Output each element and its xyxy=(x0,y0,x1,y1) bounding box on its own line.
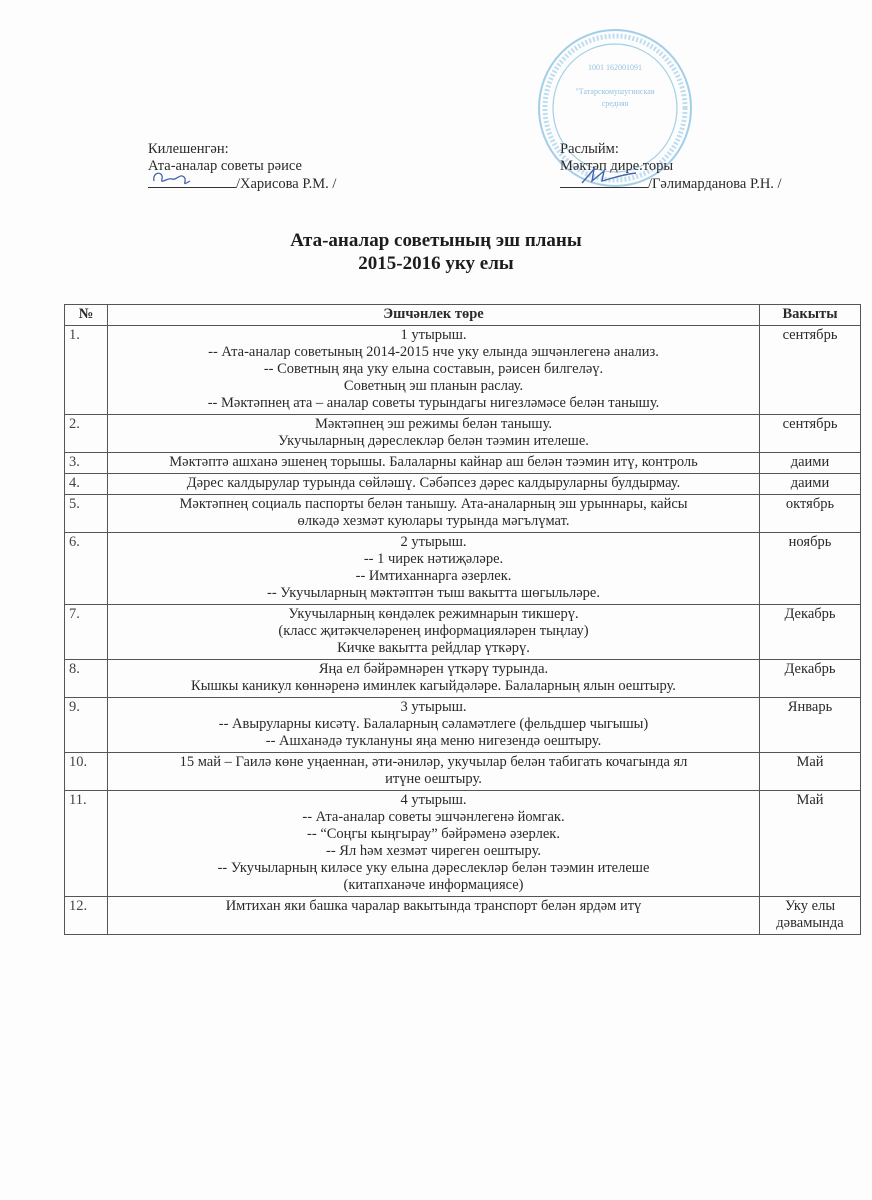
activity-line: -- 1 чирек нәтиҗәләре. xyxy=(363,551,504,567)
row-number: 3. xyxy=(65,453,108,474)
table-row xyxy=(65,605,861,660)
activity-line: Кичке вакытта рейдлар үткәрү. xyxy=(337,640,530,656)
header-time: Вакыты xyxy=(760,305,861,326)
row-number: 6. xyxy=(65,533,108,605)
signature-icon xyxy=(580,165,640,187)
plan-table xyxy=(64,304,861,935)
title-line-1: Ата-аналар советының эш планы xyxy=(290,230,582,251)
row-time: Декабрь xyxy=(760,660,861,698)
activity-line: -- Авыруларны кисәтү. Балаларның сәламәтлеге (фельдшер чыгышы) xyxy=(218,716,649,732)
row-activity xyxy=(108,474,760,495)
row-number: 9. xyxy=(65,698,108,753)
row-activity xyxy=(108,660,760,698)
header-activity: Эшчәнлек төре xyxy=(108,305,760,326)
activity-line: 3 утырыш. xyxy=(400,699,467,715)
activity-line: 1 утырыш. xyxy=(400,327,467,343)
row-number: 5. xyxy=(65,495,108,533)
activity-line: 4 утырыш. xyxy=(400,792,467,808)
activity-line: -- “Соңгы кыңгырау” бәйрәменә әзерлек. xyxy=(307,826,560,842)
activity-line: -- Укучыларның мәктәптән тыш вакытта шөгыльләре. xyxy=(267,585,600,601)
row-number: 8. xyxy=(65,660,108,698)
row-time: Уку елы дәвамында xyxy=(760,897,861,935)
activity-line: -- Имтиханнарга әзерлек. xyxy=(355,568,512,584)
document-title xyxy=(0,229,872,275)
row-number: 12. xyxy=(65,897,108,935)
signature-left xyxy=(148,175,236,188)
activity-line: -- Ата-аналар советы эшчәнлегенә йомгак. xyxy=(302,809,565,825)
signature-right xyxy=(560,175,648,188)
row-time: даими xyxy=(760,474,861,495)
row-time: Январь xyxy=(760,698,861,753)
row-activity xyxy=(108,495,760,533)
approved-left-role: Ата-аналар советы рәисе xyxy=(148,158,302,174)
row-number: 10. xyxy=(65,753,108,791)
activity-line: -- Укучыларның киләсе уку елына дәреслекләр белән тәэмин ителеше xyxy=(217,860,650,876)
stamp-line: средняя xyxy=(601,99,629,108)
row-activity xyxy=(108,533,760,605)
activity-line: Кышкы каникул көннәренә иминлек кагыйдәләре. Балаларның ялын оештыру. xyxy=(191,678,676,694)
row-activity xyxy=(108,605,760,660)
approved-left-label: Килешенгән: xyxy=(148,141,229,157)
row-time: даими xyxy=(760,453,861,474)
row-time: сентябрь xyxy=(760,415,861,453)
activity-line: Мәктәптә ашханә эшенең торышы. Балаларны кайнар аш белән тәэмин итү, контроль xyxy=(169,454,698,470)
activity-line: -- Советның яңа уку елына составын, рәисен билгеләү. xyxy=(263,361,604,377)
table-row xyxy=(65,533,861,605)
row-activity xyxy=(108,897,760,935)
activity-line: 2 утырыш. xyxy=(400,534,467,550)
approved-right-role: Мәктәп дире.торы xyxy=(560,158,674,174)
activity-line: -- Ял һәм хезмәт чирегeн оештыру. xyxy=(326,843,541,859)
activity-line: Укучыларның көндәлек режимнарын тикшерү. xyxy=(288,606,579,622)
activity-line: 15 май – Гаилә көне уңаеннан, әти-әниләр, укучылар белән табигать кочагында ял xyxy=(179,754,688,770)
row-activity xyxy=(108,791,760,897)
row-time: ноябрь xyxy=(760,533,861,605)
row-number: 1. xyxy=(65,326,108,415)
activity-line: Мәктәпнең эш режимы белән танышу. xyxy=(314,416,553,432)
activity-line: Советның эш планын раслау. xyxy=(343,378,524,394)
approved-right-name: /Гәлимарданова Р.Н. / xyxy=(648,176,782,192)
row-activity xyxy=(108,415,760,453)
table-row xyxy=(65,453,861,474)
activity-line: Яңа ел бәйрәмнәрен үткәрү турында. xyxy=(318,661,549,677)
row-time: сентябрь xyxy=(760,326,861,415)
row-time: Май xyxy=(760,753,861,791)
table-row xyxy=(65,326,861,415)
signature-icon xyxy=(150,169,194,187)
activity-line: -- Ата-аналар советының 2014-2015 нче уку елында эшчәнлегенә анализ. xyxy=(208,344,659,360)
activity-line: -- Мәктәпнең ата – аналар советы турындагы нигезләмәсе белән танышу. xyxy=(207,395,660,411)
row-number: 7. xyxy=(65,605,108,660)
row-number: 2. xyxy=(65,415,108,453)
table-header-row xyxy=(65,305,861,326)
table-row xyxy=(65,415,861,453)
row-activity xyxy=(108,753,760,791)
stamp-line: "Татарскомушугинская xyxy=(575,87,655,96)
row-activity xyxy=(108,326,760,415)
approved-left-name: /Харисова Р.М. / xyxy=(236,176,337,192)
activity-line: Укучыларның дәреслекләр белән тәэмин ителеше. xyxy=(278,433,589,449)
table-row xyxy=(65,791,861,897)
table-row xyxy=(65,660,861,698)
activity-line: өлкәдә хезмәт куюлары турында мәгълүмат. xyxy=(297,513,570,529)
row-time: октябрь xyxy=(760,495,861,533)
activity-line: Имтихан яки башка чаралар вакытында транспорт белән ярдәм итү xyxy=(225,898,642,914)
approved-left-block xyxy=(148,141,336,193)
row-number: 11. xyxy=(65,791,108,897)
row-time: Май xyxy=(760,791,861,897)
row-time: Декабрь xyxy=(760,605,861,660)
activity-line: (китапханәче информациясе) xyxy=(343,877,524,893)
table-row xyxy=(65,753,861,791)
activity-line: Мәктәпнең социаль паспорты белән танышу. Ата-аналарның эш урыннары, кайсы xyxy=(179,496,688,512)
table-row xyxy=(65,474,861,495)
stamp-code: 1001 162001091 xyxy=(588,63,642,72)
header-number: № xyxy=(65,305,108,326)
activity-line: -- Ашханәдә туклануны яңа меню нигезендә оештыру. xyxy=(265,733,602,749)
title-line-2: 2015-2016 уку елы xyxy=(358,253,514,274)
row-activity xyxy=(108,698,760,753)
table-row xyxy=(65,698,861,753)
table-row xyxy=(65,495,861,533)
activity-line: итүне оештыру. xyxy=(385,771,482,787)
activity-line: Дәрес калдырулар турында сөйләшү. Сәбәпсез дәрес калдыруларны булдырмау. xyxy=(186,475,681,491)
approved-right-block xyxy=(560,141,782,193)
row-activity xyxy=(108,453,760,474)
approved-right-label: Раслыйм: xyxy=(560,141,619,157)
activity-line: (класс җитәкчеләренең информацияләрен тыңлау) xyxy=(278,623,589,639)
table-row xyxy=(65,897,861,935)
row-number: 4. xyxy=(65,474,108,495)
